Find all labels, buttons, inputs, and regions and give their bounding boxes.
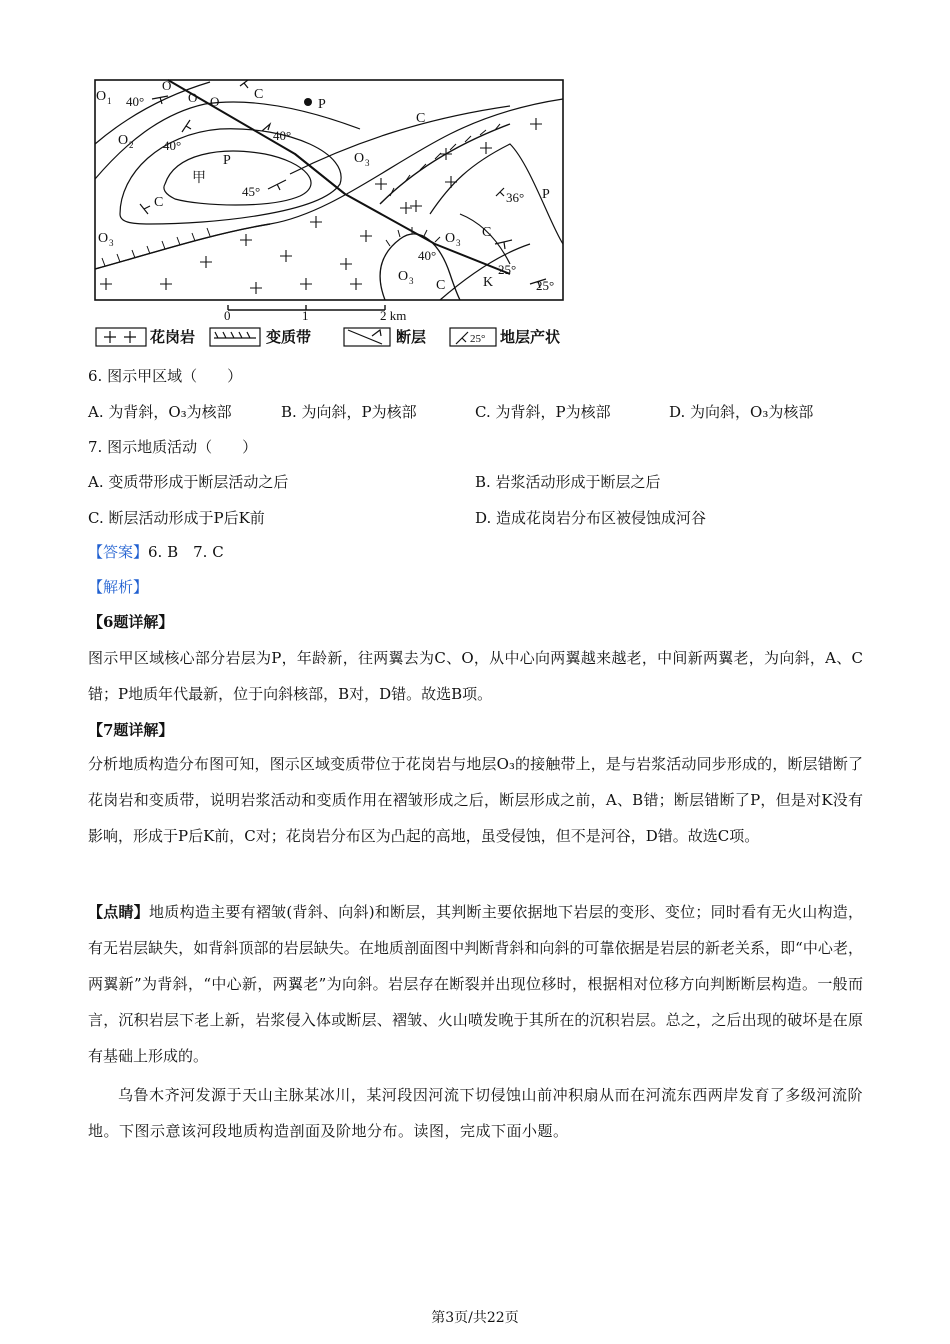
answer-text: 6. B 7. C <box>148 543 224 561</box>
q7-stem: 7. 图示地质活动（ ） <box>88 438 258 456</box>
q7-option-c: C. 断层活动形成于P后K前 <box>88 509 265 527</box>
angle-25-b: 25° <box>536 278 555 293</box>
q7-option-a: A. 变质带形成于断层活动之后 <box>88 473 289 491</box>
scale-zero: 0 <box>224 308 231 323</box>
label-o3-mid-sub: 3 <box>365 158 370 168</box>
detail6-title: 【6题详解】 <box>88 613 174 631</box>
legend-attitude-angle: 25° <box>470 333 486 345</box>
label-o3-low-sub: 3 <box>409 276 414 286</box>
legend-attitude-label: 地层产状 <box>500 330 561 346</box>
label-p-east: P <box>542 187 550 202</box>
label-o3-mid: O <box>354 151 365 166</box>
legend-fault-label: 断层 <box>396 330 427 346</box>
angle-40-b: 40° <box>163 138 182 153</box>
label-o3-low: O <box>398 269 409 284</box>
label-jia: 甲 <box>192 171 206 186</box>
q7-option-d: D. 造成花岗岩分布区被侵蚀成河谷 <box>475 509 707 527</box>
label-k: K <box>483 275 494 290</box>
label-o1: O <box>96 89 107 104</box>
label-c-east: C <box>482 225 492 240</box>
detail7-text: 分析地质构造分布图可知，图示区域变质带位于花岗岩与地层O₃的接触带上，是与岩浆活动同步形成的，断层错断了花岗岩和变质带，说明岩浆活动和变质作用在褶皱形成之后，断层形成之前，A、B错；断层错断了P，但是对K没有影响，形成于P后K前，C对；花岗岩分布区为凸起的高地，虽受侵蚀，但不是河谷，D错。故选C项。 <box>88 755 863 845</box>
legend-granite-label: 花岗岩 <box>150 330 196 346</box>
label-o3-right-sub: 3 <box>456 238 461 248</box>
detail6-text: 图示甲区域核心部分岩层为P，年龄新，往两翼去为C、O，从中心向两翼越来越老，中间新两翼老，为向斜，A、C错；P地质年代最新，位于向斜核部，B对，D错。故选B项。 <box>88 649 863 703</box>
q6-option-a: A. 为背斜，O₃为核部 <box>88 403 232 421</box>
detail7-title: 【7题详解】 <box>88 721 174 739</box>
analysis-tag: 【解析】 <box>88 578 149 596</box>
q7-option-b: B. 岩浆活动形成于断层之后 <box>475 473 661 491</box>
label-o3-top: O <box>210 94 220 109</box>
q6-option-b: B. 为向斜，P为核部 <box>281 403 417 421</box>
tip-tag: 【点睛】 <box>88 903 150 921</box>
angle-40-d: 40° <box>418 248 437 263</box>
label-p-point: P <box>318 97 326 112</box>
label-o3-left-sub: 3 <box>109 238 114 248</box>
angle-25-a: 25° <box>498 262 517 277</box>
label-o3-left: O <box>98 231 109 246</box>
label-c-left: C <box>154 195 164 210</box>
next-intro: 乌鲁木齐河发源于天山主脉某冰川，某河段因河流下切侵蚀山前冲积扇从而在河流东西两岸发育了多级河流阶地。下图示意该河段地质构造剖面及阶地分布。读图，完成下面小题。 <box>88 1086 863 1140</box>
answer-line <box>88 542 224 562</box>
angle-40-c: 40° <box>273 128 292 143</box>
label-o1-top: O <box>162 78 172 93</box>
q6-stem: 6. 图示甲区域（ ） <box>88 367 243 385</box>
tip-text: 地质构造主要有褶皱(背斜、向斜)和断层，其判断主要依据地下岩层的变形、变位；同时看有无火山构造，有无岩层缺失，如背斜顶部的岩层缺失。在地质剖面图中判断背斜和向斜的可靠依据是岩层的新老关系，即“中心老，两翼新”为背斜，“中心新，两翼老”为向斜。岩层存在断裂并出现位移时，根据相对位移方向判断断层构造。一般而言，沉积岩层下老上新，岩浆侵入体或断层、褶皱、火山喷发晚于其所在的沉积岩层。总之，之后出现的破坏是在原有基础上形成的。 <box>88 903 863 1065</box>
angle-36: 36° <box>506 190 525 205</box>
label-o2: O <box>118 133 129 148</box>
legend-metamorphic-label: 变质带 <box>266 330 312 346</box>
angle-45: 45° <box>242 184 261 199</box>
angle-40-a: 40° <box>126 94 145 109</box>
label-o1-sub: 1 <box>107 96 112 106</box>
page-footer: 第3页/共22页 <box>431 1310 519 1326</box>
label-o2-sub: 2 <box>129 140 134 150</box>
label-c-right: C <box>416 111 426 126</box>
q6-option-d: D. 为向斜，O₃为核部 <box>669 403 814 421</box>
label-o2-top: O <box>188 90 198 105</box>
tip-paragraph <box>88 894 863 1074</box>
label-c-bottom: C <box>436 278 446 293</box>
q6-option-c: C. 为背斜，P为核部 <box>475 403 611 421</box>
geologic-map <box>90 74 570 349</box>
label-p-core: P <box>223 153 231 168</box>
scale-one: 1 <box>302 308 309 323</box>
scale-two: 2 km <box>380 308 407 323</box>
label-c-top: C <box>254 87 264 102</box>
answer-tag: 【答案】 <box>88 543 149 561</box>
label-o3-right: O <box>445 231 456 246</box>
